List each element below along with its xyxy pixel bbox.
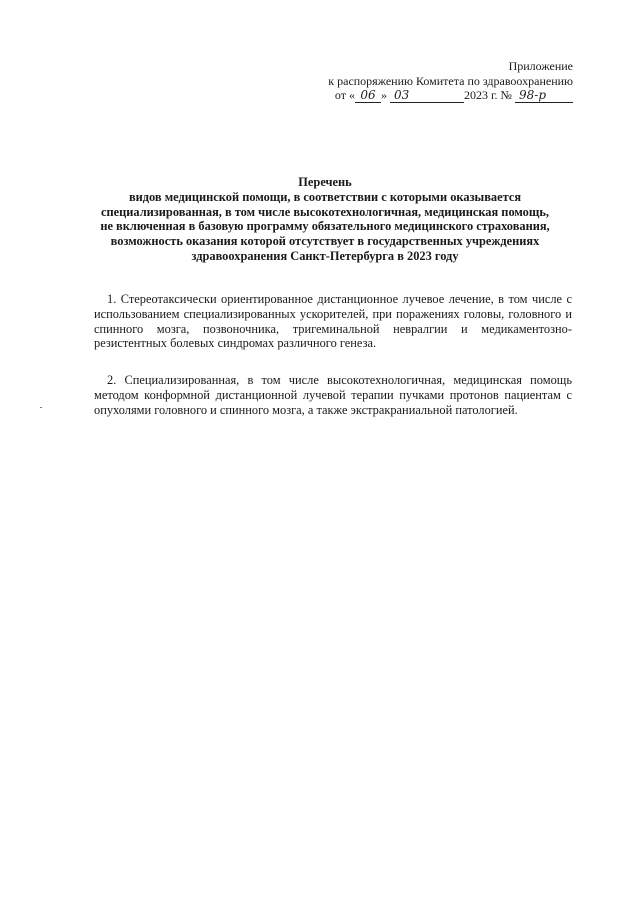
handwritten-month: 03 <box>390 89 464 103</box>
title-line-1: Перечень <box>298 175 352 189</box>
document-title <box>95 175 555 264</box>
year-and-number-label: 2023 г. № <box>463 88 512 102</box>
appendix-header <box>328 59 573 103</box>
title-line-2: видов медицинской помощи, в соответствии с которыми оказывается <box>128 189 522 204</box>
title-line-3: специализированная, в том числе высокотехнологичная, медицинская помощь, <box>101 204 549 219</box>
appendix-date-number-line <box>328 88 573 103</box>
handwritten-day: 06 <box>355 89 381 103</box>
title-line-5: возможность оказания которой отсутствует в государственных учреждениях <box>110 234 540 249</box>
list-item-2 <box>94 373 572 417</box>
appendix-order-reference: к распоряжению Комитета по здравоохранению <box>328 73 573 88</box>
handwritten-order-number: 98-р <box>515 89 573 103</box>
scan-speck <box>40 407 42 408</box>
appendix-label: Приложение <box>508 59 573 73</box>
title-line-6: здравоохранения Санкт-Петербурга в 2023 году <box>191 248 459 263</box>
list-item-1 <box>94 292 572 351</box>
list-item-1-text: 1. Стереотаксически ориентированное дистанционное лучевое лечение, в том числе с использованием специализированных ускорителей, при поражениях головы, головного и спинного мозга, позвоночника, тригеминальной невралгии и медикаментознорезистентных болевых синдромах различного генеза. <box>94 292 572 351</box>
date-close-quote: » <box>380 88 387 102</box>
title-line-4: не включенная в базовую программу обязательного медицинского страхования, <box>100 219 550 234</box>
list-item-2-text: 2. Специализированная, в том числе высокотехнологичная, медицинская помощь методом конформной дистанционной лучевой терапии пучками протонов пациентам с опухолями головного и спинного мозга, а также экстракраниальной патологией. <box>94 373 572 417</box>
date-prefix: от « <box>334 88 355 102</box>
